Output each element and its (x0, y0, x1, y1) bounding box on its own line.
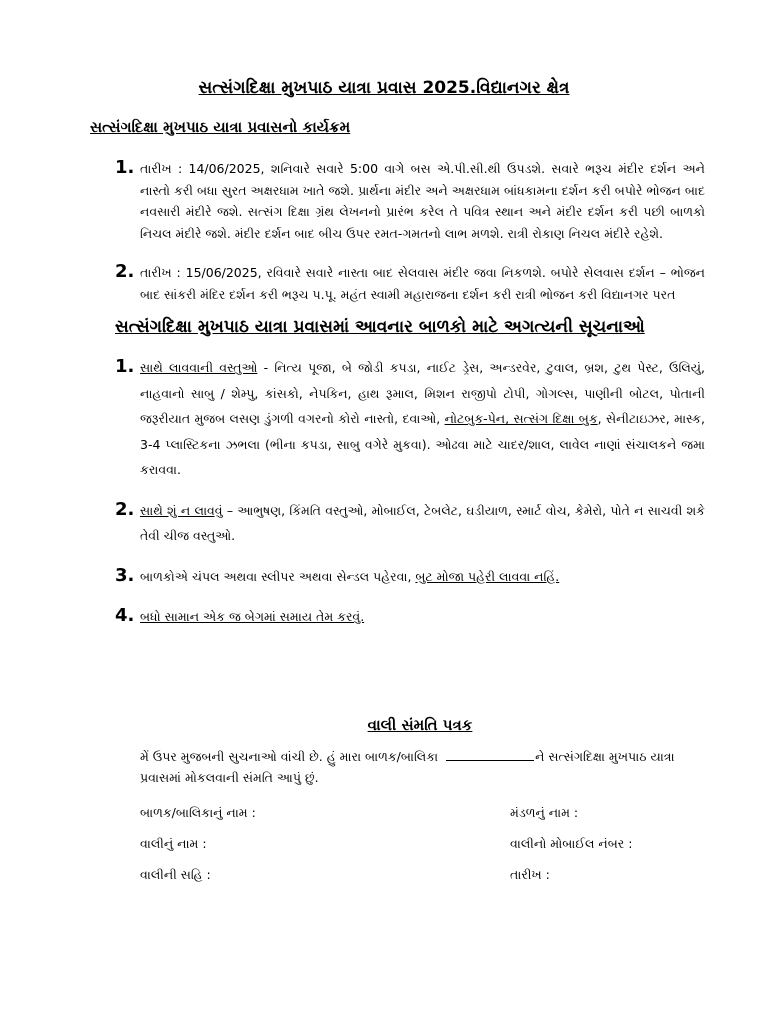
schedule-list (0, 158, 768, 305)
list-number: 1. (115, 157, 135, 178)
list-number: 2. (115, 261, 135, 282)
instruction-item-bring (115, 355, 705, 483)
consent-text-before: મેં ઉપર મુજબની સુચનાઓ વાંચી છે. હું મારા બાળક/બાલિકા (140, 748, 439, 764)
instruction-label: સાથે લાવવાની વસ્તુઓ (140, 360, 258, 375)
guardian-name-label: વાલીનું નામ : (140, 836, 207, 851)
instruction-item-do-not-bring (115, 498, 706, 549)
instruction-item-footwear (115, 564, 705, 590)
field-row (140, 829, 700, 860)
list-number: 4. (115, 605, 135, 626)
instruction-label: બુટ મોજા પહેરી લાવવા નહિં. (415, 568, 560, 584)
guardian-signature-label: વાલીની સહિ : (140, 867, 211, 882)
instruction-label-secondary: નોટબુક-પેન, સત્સંગ દિક્ષા બુક (444, 411, 598, 426)
instruction-label: બધો સામાન એક જ બેગમાં સમાય તેમ કરવું. (140, 609, 365, 624)
schedule-heading: સત્સંગદિક્ષા મુખપાઠ યાત્રા પ્રવાસનો કાર્યક્રમ (90, 118, 351, 136)
mandal-name-label: મંડળનું નામ : (510, 805, 579, 820)
date-label: તારીખ : (510, 867, 550, 882)
schedule-item-text: તારીખ : 15/06/2025, રવિવારે સવારે નાસ્તા બાદ સેલવાસ મંદીર જવા નિકળશે. બપોરે સેલવાસ દર્શન – ભોજન બાદ સાંકરી મંદિર દર્શન કરી ભરૂચ પ.પૂ. મહંત સ્વામી મહારાજના દર્શન કરી રાત્રી ભોજન કરી વિદ્યાનગર પરત (140, 265, 705, 302)
list-number: 2. (115, 498, 135, 520)
instruction-text: - નિત્ય પૂજા, બે જોડી કપડા, નાઈટ ડ્રેસ, અન્ડરવેર, ટુવાલ, બ્રશ, ટુથ પેસ્ટ, ઉલિયું, નાહવાનો સાબુ / શેમ્પુ, કાંસકો, નેપકિન, હાથ રૂમાલ, મિશન રાજીપો ટોપી, ગોગલ્સ, પાણીની બોટલ, પોતાની જરૂરીયાત મુજબ લસણ ડુંગળી વગરનો કોરો નાસ્તો, દવાઓ, (140, 360, 705, 426)
instruction-text-secondary: , સેનીટાઇઝર, માસ્ક, 3-4 પ્લાસ્ટિકના ઝભલા (ભીના કપડા, સાબુ વગેરે મુકવા). ઓઢવા માટે ચાદર/શાલ, લાવેલ નાણાં સંચાલકને જમા કરાવવા. (140, 411, 705, 477)
instructions-heading: સત્સંગદિક્ષા મુખપાઠ યાત્રા પ્રવાસમાં આવનાર બાળકો માટે અગત્યની સૂચનાઓ (115, 317, 645, 337)
consent-text-after: ને સત્સંગદિક્ષા મુખપાઠ યાત્રા પ્રવાસમાં મોકલવાની સંમતિ આપું છું. (140, 748, 675, 785)
schedule-item-day1 (115, 157, 705, 244)
consent-statement (140, 746, 700, 788)
instructions-list (0, 355, 768, 630)
list-number: 3. (115, 564, 135, 586)
field-row (140, 860, 700, 891)
schedule-item-day2 (115, 261, 705, 305)
schedule-item-text: તારીખ : 14/06/2025, શનિવારે સવારે 5:00 વાગે બસ એ.પી.સી.થી ઉપડશે. સવારે ભરૂચ મંદીર દર્શન અને નાસ્તો કરી બધા સુરત અક્ષરધામ ખાતે જશે. પ્રાર્થના મંદીર અને અક્ષરધામ બાંધકામના દર્શન કરી બપોરે ભોજન બાદ નવસારી મંદીરે જશે. સત્સંગ દિક્ષા ગ્રંથ લેખનનો પ્રારંભ કરેલ તે પવિત્ર સ્થાન અને મંદીર દર્શન કરી પછી બાળકો નિચલ મંદીરે જશે. મંદીર દર્શન બાદ બીચ ઉપર રમત-ગમતનો લાભ મળશે. રાત્રી રોકાણ નિચલ મંદીરે રહેશે. (140, 161, 705, 241)
child-name-label: બાળક/બાલિકાનું નામ : (140, 805, 256, 820)
document-title: સત્સંગદિક્ષા મુખપાઠ યાત્રા પ્રવાસ 2025.વિદ્યાનગર ક્ષેત્ર (198, 78, 570, 98)
instruction-text: બાળકોએ ચંપલ અથવા સ્લીપર અથવા સેન્ડલ પહેરવા, (140, 568, 416, 584)
guardian-mobile-label: વાલીનો મોબાઈલ નંબર : (510, 836, 633, 851)
list-number: 1. (115, 356, 135, 377)
instruction-text: – આભુષણ, કિંમતિ વસ્તુઓ, મોબાઈલ, ટેબલેટ, ઘડીયાળ, સ્માર્ટ વોચ, કેમેરો, પોતે ન સાચવી શકે તેવી ચીજ વસ્તુઓ. (140, 502, 706, 543)
field-row (140, 798, 700, 829)
instruction-item-luggage (115, 604, 705, 630)
consent-form-title: વાલી સંમતિ પત્રક (367, 715, 473, 734)
child-name-blank (446, 748, 534, 761)
consent-fields (140, 798, 700, 891)
instruction-label: સાથે શું ન લાવવું (140, 502, 223, 518)
